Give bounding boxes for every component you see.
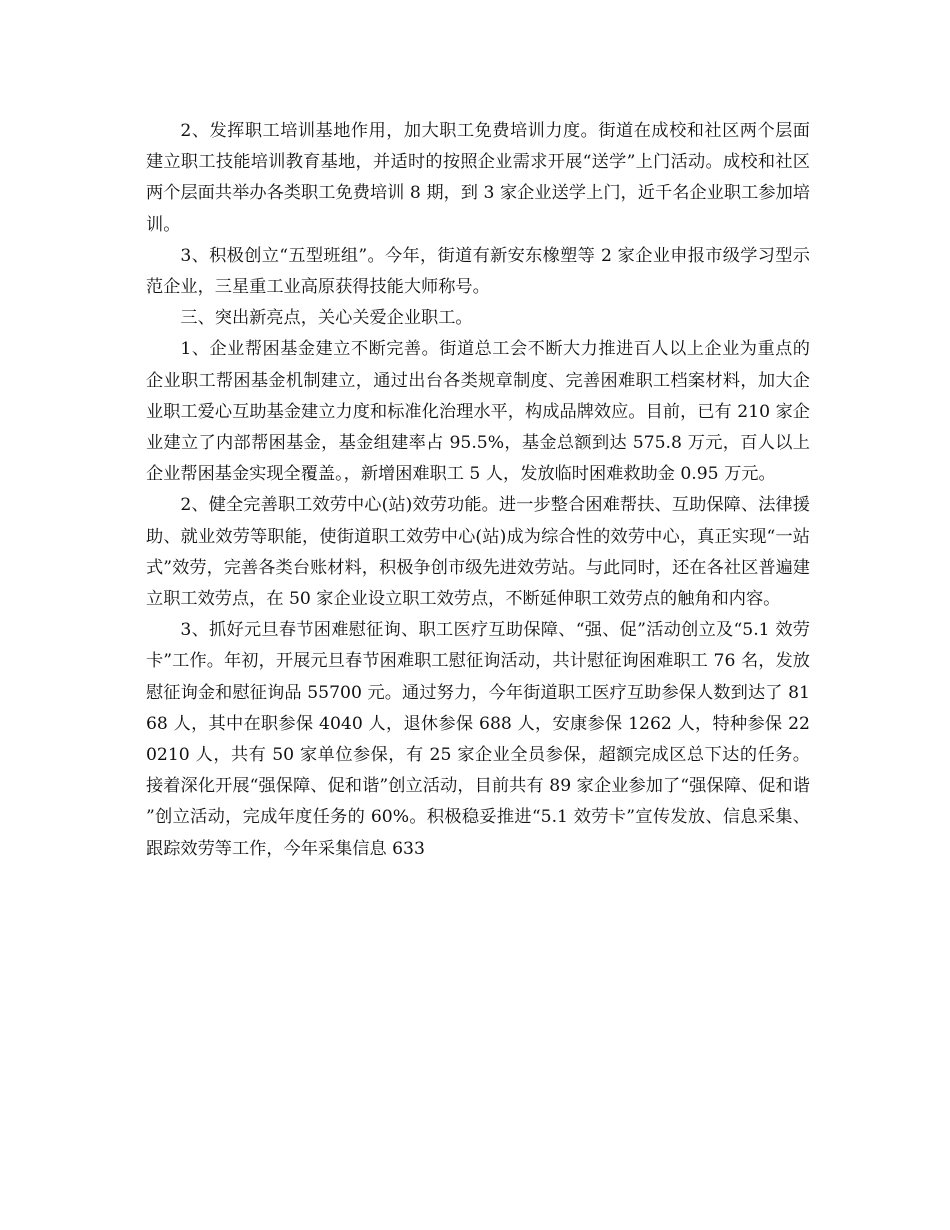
paragraph-hardship-fund: 1、企业帮困基金建立不断完善。街道总工会不断大力推进百人以上企业为重点的企业职工帮困基金机制建立，通过出台各类规章制度、完善困难职工档案材料，加大企业职工爱心互助基金建立力度和标准化治理水平，构成品牌效应。目前，已有 210 家企业建立了内部帮困基金，基金组建率占 95.5%，基金总额到达 575.8 万元，百人以上企业帮困基金实现全覆盖。，新增困难职工 5 人，发放临时困难救助金 0.95 万元。 xyxy=(146,339,810,485)
paragraph-training-base: 2、发挥职工培训基地作用，加大职工免费培训力度。街道在成校和社区两个层面建立职工技能培训教育基地，并适时的按照企业需求开展“送学”上门活动。成校和社区两个层面共举办各类职工免费培训 8 期，到 3 家企业送学上门，近千名企业职工参加培训。 xyxy=(146,121,810,235)
paragraph-service-center: 2、健全完善职工效劳中心(站)效劳功能。进一步整合困难帮扶、互助保障、法律援助、就业效劳等职能，使街道职工效劳中心(站)成为综合性的效劳中心，真正实现“一站式”效劳，完善各类台账材料，积极争创市级先进效劳站。与此同时，还在各社区普遍建立职工效劳点，在 50 家企业设立职工效劳点，不断延伸职工效劳点的触角和内容。 xyxy=(146,495,810,610)
paragraph-five-type-teams: 3、积极创立“五型班组”。今年，街道有新安东橡塑等 2 家企业申报市级学习型示范企业，三星重工业高原获得技能大师称号。 xyxy=(146,245,810,298)
section-heading-care-workers: 三、突出新亮点，关心关爱企业职工。 xyxy=(180,308,473,329)
document-page xyxy=(146,116,810,865)
paragraph-new-year-visits: 3、抓好元旦春节困难慰征询、职工医疗互助保障、“强、促”活动创立及“5.1 效劳卡”工作。年初，开展元旦春节困难职工慰征询活动，共计慰征询困难职工 76 名，发放慰征询金和慰征询品 55700 元。通过努力，今年街道职工医疗互助参保人数到达了 8168 人，其中在职参保 4040 人，退休参保 688 人，安康参保 1262 人，特种参保 220210 人，共有 50 家单位参保，有 25 家企业全员参保，超额完成区总下达的任务。接着深化开展“强保障、促和谐”创立活动，目前共有 89 家企业参加了“强保障、促和谐”创立活动，完成年度任务的 60%。积极稳妥推进“5.1 效劳卡”宣传发放、信息采集、跟踪效劳等工作，今年采集信息 633 xyxy=(146,620,810,859)
